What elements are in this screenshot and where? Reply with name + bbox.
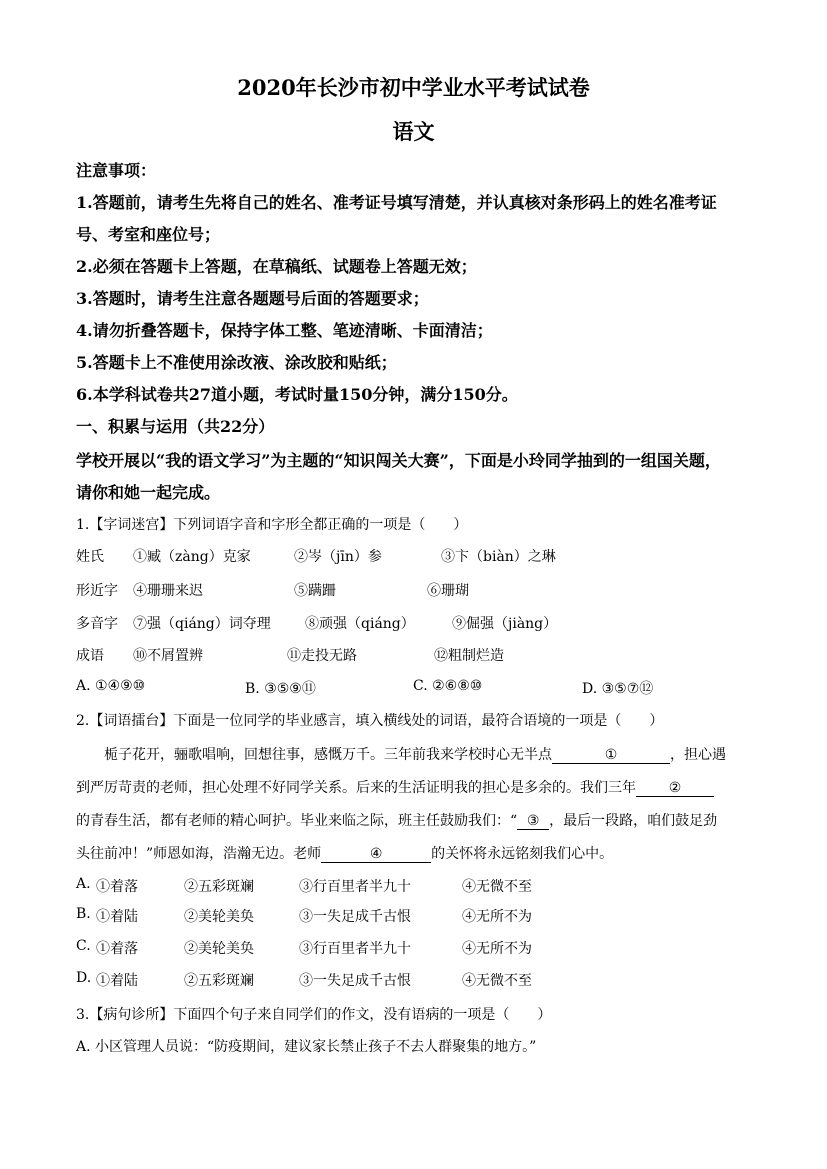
q2-option-item: ②五彩斑斓 — [184, 879, 254, 895]
passage-text: 到严厉苛责的老师，担心处理不好同学关系。后来的生活证明我的担心是多余的。我们三年 — [76, 780, 636, 796]
q1-item: ②岑（jīn）参 — [294, 549, 382, 565]
notice-item-1: 1.答题前，请考生先将自己的姓名、准考证号填写清楚，并认真核对条形码上的姓名准考证 — [76, 193, 717, 212]
q1-item: ⑤蹒跚 — [294, 583, 336, 599]
blank-2: ② — [636, 780, 714, 797]
passage-text: 栀子花开，骊歌唱响，回想往事，感慨万千。三年前我来学校时心无半点 — [104, 747, 552, 763]
q1-item: ⑥珊瑚 — [427, 583, 469, 599]
notice-item-1-cont: 号、考室和座位号； — [76, 225, 221, 244]
q1-item: ①臧（zàng）克家 — [133, 549, 251, 565]
q2-passage-line-2 — [76, 777, 714, 797]
q2-option-item: ②美轮美奂 — [184, 941, 254, 957]
notice-item-2: 2.必须在答题卡上答题，在草稿纸、试题卷上答题无效； — [76, 257, 477, 276]
notice-item-4: 4.请勿折叠答题卡，保持字体工整、笔迹清晰、卡面清洁； — [76, 321, 493, 340]
q2-option-item: ④无微不至 — [462, 973, 532, 989]
q2-option-item: ④无微不至 — [462, 879, 532, 895]
passage-text: ，最后一段路，咱们鼓足劲 — [549, 813, 718, 829]
q2-option-item: ③行百里者半九十 — [299, 879, 411, 895]
q3-option-a: A. 小区管理人员说：“防疫期间，建议家长禁止孩子不去人群聚集的地方。” — [76, 1039, 537, 1055]
passage-text: 的青春生活，都有老师的精心呵护。毕业来临之际，班主任鼓励我们：“ — [76, 813, 518, 829]
q2-passage-line-3 — [76, 810, 717, 830]
q1-row-label: 多音字 — [76, 616, 118, 632]
notice-item-6: 6.本学科试卷共27道小题，考试时量150分钟，满分150分。 — [76, 385, 518, 404]
section-intro-line-1: 学校开展以“我的语文学习”为主题的“知识闯关大赛”，下面是小玲同学抽到的一组国关题， — [76, 451, 721, 470]
q1-item: ⑦强（qiáng）词夺理 — [133, 616, 271, 632]
q1-row-label: 成语 — [76, 648, 104, 664]
q2-option-item: ②五彩斑斓 — [184, 973, 254, 989]
exam-title: 2020年长沙市初中学业水平考试试卷 — [237, 75, 590, 100]
blank-4: ④ — [321, 846, 431, 863]
q1-option-c: C. ②⑥⑧⑩ — [413, 678, 483, 694]
q1-stem: 1.【字词迷宫】下列词语字音和字形全都正确的一项是（ ） — [76, 517, 468, 533]
q2-option-letter: A. — [76, 876, 91, 892]
q2-option-item: ④无所不为 — [462, 909, 532, 925]
q1-row-label: 姓氏 — [76, 549, 104, 565]
q1-item: ④珊珊来迟 — [133, 583, 203, 599]
notice-item-5: 5.答题卡上不准使用涂改液、涂改胶和贴纸； — [76, 353, 397, 372]
q2-option-item: ②美轮美奂 — [184, 909, 254, 925]
q2-option-item: ④无所不为 — [462, 941, 532, 957]
q2-option-item: ③行百里者半九十 — [299, 941, 411, 957]
q2-stem: 2.【词语擂台】下面是一位同学的毕业感言，填入横线处的词语，最符合语境的一项是（ ） — [76, 713, 664, 729]
q1-item: ③卞（biàn）之琳 — [441, 549, 556, 565]
q2-option-letter: D. — [76, 970, 92, 986]
blank-3: ③ — [517, 813, 549, 830]
q1-option-d: D. ③⑤⑦⑫ — [582, 681, 654, 697]
q1-item: ⑩不屑置辨 — [133, 648, 203, 664]
q1-item: ⑫粗制烂造 — [434, 648, 504, 664]
subject-title: 语文 — [392, 119, 435, 144]
section-heading: 一、积累与运用（共22分） — [76, 417, 275, 436]
q1-option-b: B. ③⑤⑨⑪ — [245, 681, 316, 697]
passage-text: 的关怀将永远铭刻我们心中。 — [431, 846, 614, 862]
blank-1: ① — [552, 747, 670, 764]
q2-option-item: ③一失足成千古恨 — [299, 909, 411, 925]
section-intro-line-2: 请你和她一起完成。 — [76, 483, 221, 502]
q2-option-item: ③一失足成千古恨 — [299, 973, 411, 989]
q1-option-a: A. ①④⑨⑩ — [76, 678, 146, 694]
q2-passage-line-4 — [76, 843, 613, 863]
notice-heading: 注意事项： — [76, 161, 157, 180]
q2-passage-line-1 — [104, 744, 726, 764]
passage-text: 头往前冲！”师恩如海，浩瀚无边。老师 — [76, 846, 322, 862]
notice-item-3: 3.答题时，请考生注意各题题号后面的答题要求； — [76, 289, 429, 308]
q3-stem: 3.【病句诊所】下面四个句子来自同学们的作文，没有语病的一项是（ ） — [76, 1007, 552, 1023]
q2-option-item: ①着陆 — [96, 973, 138, 989]
q1-item: ⑪走投无路 — [287, 648, 357, 664]
q2-option-item: ①着落 — [96, 941, 138, 957]
q2-option-letter: B. — [76, 906, 91, 922]
passage-text: ，担心遇 — [670, 747, 726, 763]
q2-option-item: ①着落 — [96, 879, 138, 895]
q2-option-letter: C. — [76, 938, 91, 954]
q1-item: ⑨倔强（jiàng） — [452, 616, 558, 632]
q1-row-label: 形近字 — [76, 583, 118, 599]
q1-item: ⑧顽强（qiáng） — [305, 616, 415, 632]
q2-option-item: ①着陆 — [96, 909, 138, 925]
